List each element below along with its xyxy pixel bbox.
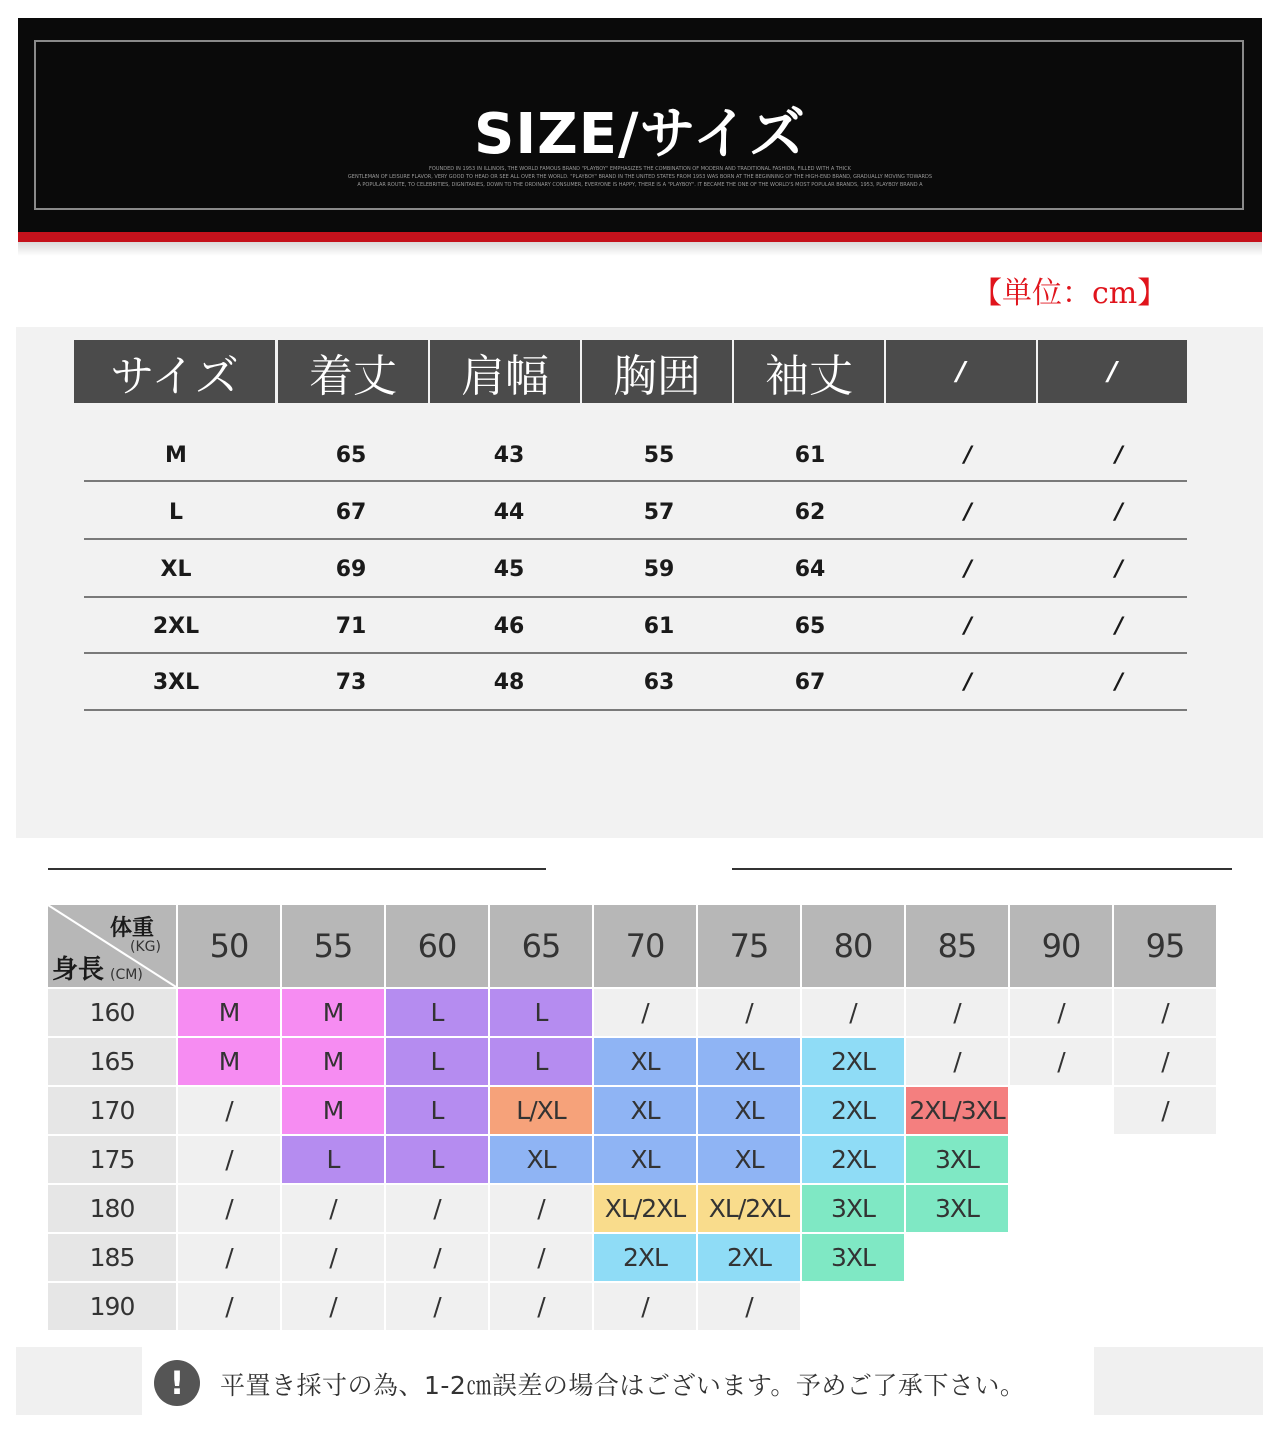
size-cell: 2XL bbox=[802, 1038, 904, 1085]
size-cell-unavailable: / bbox=[178, 1234, 280, 1281]
banner-shadow bbox=[18, 242, 1262, 256]
separator-line-left bbox=[48, 868, 546, 870]
size-cell: 3XL bbox=[906, 1136, 1008, 1183]
weight-column-header: 50 bbox=[178, 905, 280, 987]
weight-column-header: 55 bbox=[282, 905, 384, 987]
measurement-cell: 62 bbox=[794, 499, 826, 525]
unit-label: 【単位：cm】 bbox=[972, 276, 1168, 311]
weight-column-header: 70 bbox=[594, 905, 696, 987]
measurement-cell: 65 bbox=[335, 442, 367, 468]
size-cell: XL bbox=[594, 1038, 696, 1085]
height-row-header: 160 bbox=[48, 989, 176, 1036]
size-cell-unavailable: / bbox=[490, 1185, 592, 1232]
measurement-cell: 67 bbox=[794, 669, 826, 695]
measurement-cell: / bbox=[1114, 613, 1124, 639]
measurement-cell: 2XL bbox=[152, 613, 200, 639]
measurement-cell: / bbox=[1114, 556, 1124, 582]
measurement-header-cell: 胸囲 bbox=[582, 340, 732, 403]
measurement-header-cell: / bbox=[1038, 340, 1187, 403]
grid-corner bbox=[48, 905, 176, 987]
banner-fine-print: A POPULAR ROUTE, TO CELEBRITIES, DIGNITARIES, DOWN TO THE ORDINARY CONSUMER, EVERYONE IS HAPPY, THERE IS A "PLAYBOY". IT BECAME THE ONE OF THE WORLD'S MOST POPULAR BRANDS, 1953, PLAYBOY BRAND A bbox=[357, 182, 923, 188]
measurement-cell: 61 bbox=[794, 442, 826, 468]
size-cell: 3XL bbox=[802, 1185, 904, 1232]
size-cell-unavailable: / bbox=[178, 1283, 280, 1330]
size-cell-unavailable: / bbox=[386, 1234, 488, 1281]
measurement-cell: / bbox=[963, 499, 973, 525]
measurement-cell: L bbox=[168, 499, 184, 525]
size-cell-empty bbox=[906, 1234, 1008, 1281]
measurement-cell: / bbox=[963, 669, 973, 695]
measurement-cell: / bbox=[963, 613, 973, 639]
size-cell: 2XL bbox=[802, 1087, 904, 1134]
height-row-header: 175 bbox=[48, 1136, 176, 1183]
measurement-cell: / bbox=[963, 442, 973, 468]
weight-column-header: 95 bbox=[1114, 905, 1216, 987]
size-cell-empty bbox=[802, 1283, 904, 1330]
exclamation-circle-icon: ! bbox=[154, 1360, 200, 1406]
height-unit: (CM) bbox=[110, 967, 143, 983]
size-cell: XL bbox=[698, 1087, 800, 1134]
size-cell: M bbox=[282, 1038, 384, 1085]
size-cell-unavailable: / bbox=[178, 1136, 280, 1183]
size-cell: L bbox=[490, 989, 592, 1036]
size-cell: XL/2XL bbox=[594, 1185, 696, 1232]
size-cell-unavailable: / bbox=[906, 1038, 1008, 1085]
size-cell-unavailable: / bbox=[490, 1234, 592, 1281]
size-cell: L/XL bbox=[490, 1087, 592, 1134]
measurement-cell: 46 bbox=[493, 613, 525, 639]
size-cell-empty bbox=[906, 1283, 1008, 1330]
size-cell: L bbox=[282, 1136, 384, 1183]
banner-fine-print: GENTLEMAN OF LEISURE FLAVOR, VERY GOOD TO HEAD OR SEE ALL OVER THE WORLD. "PLAYBOY" BRAND IN THE UNITED STATES FROM 1953 WAS BORN AT THE BEGINNING OF THE HIGH-END BRAND, GRADUALLY MOVING TOWARDS bbox=[347, 174, 933, 180]
measurement-cell: 63 bbox=[643, 669, 675, 695]
weight-unit: (KG) bbox=[130, 939, 161, 955]
measurement-cell: 45 bbox=[493, 556, 525, 582]
measurement-header-cell: サイズ bbox=[74, 340, 275, 403]
separator-line-right bbox=[732, 868, 1232, 870]
size-cell-unavailable: / bbox=[594, 989, 696, 1036]
measurement-cell: 48 bbox=[493, 669, 525, 695]
size-cell-empty bbox=[1010, 1283, 1112, 1330]
measurement-cell: 3XL bbox=[152, 669, 200, 695]
size-cell-unavailable: / bbox=[1010, 1038, 1112, 1085]
height-row-header: 180 bbox=[48, 1185, 176, 1232]
size-cell-unavailable: / bbox=[698, 989, 800, 1036]
size-cell: L bbox=[386, 989, 488, 1036]
height-row-header: 185 bbox=[48, 1234, 176, 1281]
measurement-cell: 55 bbox=[643, 442, 675, 468]
size-cell: XL/2XL bbox=[698, 1185, 800, 1232]
size-cell-empty bbox=[1010, 1234, 1112, 1281]
measurement-cell: M bbox=[165, 442, 187, 468]
measurement-cell: 57 bbox=[643, 499, 675, 525]
size-cell: XL bbox=[698, 1038, 800, 1085]
height-row-header: 190 bbox=[48, 1283, 176, 1330]
measurement-cell: 69 bbox=[335, 556, 367, 582]
size-cell-unavailable: / bbox=[1114, 1038, 1216, 1085]
measurement-cell: 59 bbox=[643, 556, 675, 582]
measurement-header-cell: 袖丈 bbox=[734, 340, 884, 403]
size-cell-empty bbox=[1114, 1185, 1216, 1232]
size-cell: L bbox=[386, 1087, 488, 1134]
measurement-header-cell: / bbox=[886, 340, 1036, 403]
measurement-header-cell: 肩幅 bbox=[430, 340, 580, 403]
weight-column-header: 60 bbox=[386, 905, 488, 987]
size-cell-unavailable: / bbox=[178, 1087, 280, 1134]
weight-column-header: 65 bbox=[490, 905, 592, 987]
size-cell-empty bbox=[1114, 1283, 1216, 1330]
size-cell: 3XL bbox=[906, 1185, 1008, 1232]
measurement-cell: / bbox=[1114, 669, 1124, 695]
size-cell: L bbox=[490, 1038, 592, 1085]
measurement-row-divider bbox=[84, 652, 1187, 654]
size-cell: 2XL bbox=[594, 1234, 696, 1281]
size-cell: 2XL bbox=[802, 1136, 904, 1183]
measurement-cell: / bbox=[1114, 499, 1124, 525]
weight-label: 体重 bbox=[110, 916, 155, 941]
size-cell: L bbox=[386, 1136, 488, 1183]
size-cell-unavailable: / bbox=[802, 989, 904, 1036]
banner-title: SIZE/サイズ bbox=[473, 102, 806, 167]
size-cell: M bbox=[178, 989, 280, 1036]
measurement-cell: 64 bbox=[794, 556, 826, 582]
size-cell: 2XL bbox=[698, 1234, 800, 1281]
size-cell-unavailable: / bbox=[594, 1283, 696, 1330]
weight-column-header: 85 bbox=[906, 905, 1008, 987]
weight-column-header: 80 bbox=[802, 905, 904, 987]
size-cell: 2XL/3XL bbox=[906, 1087, 1008, 1134]
weight-column-header: 75 bbox=[698, 905, 800, 987]
size-cell-unavailable: / bbox=[906, 989, 1008, 1036]
measurement-header-cell: 着丈 bbox=[278, 340, 428, 403]
measurement-cell: / bbox=[1114, 442, 1124, 468]
measurement-cell: 73 bbox=[335, 669, 367, 695]
measurement-cell: 61 bbox=[643, 613, 675, 639]
size-cell-unavailable: / bbox=[1114, 989, 1216, 1036]
height-row-header: 165 bbox=[48, 1038, 176, 1085]
size-cell-unavailable: / bbox=[490, 1283, 592, 1330]
weight-column-header: 90 bbox=[1010, 905, 1112, 987]
size-guide-grid bbox=[48, 905, 1216, 1330]
size-cell: M bbox=[282, 1087, 384, 1134]
size-cell-empty bbox=[1114, 1234, 1216, 1281]
size-cell-unavailable: / bbox=[282, 1234, 384, 1281]
measurement-cell: 65 bbox=[794, 613, 826, 639]
size-cell: M bbox=[178, 1038, 280, 1085]
measurement-cell: 67 bbox=[335, 499, 367, 525]
size-cell: XL bbox=[490, 1136, 592, 1183]
size-cell: XL bbox=[594, 1136, 696, 1183]
size-cell-unavailable: / bbox=[282, 1185, 384, 1232]
size-cell-empty bbox=[1010, 1185, 1112, 1232]
size-cell-empty bbox=[1114, 1136, 1216, 1183]
size-cell-unavailable: / bbox=[1114, 1087, 1216, 1134]
measurement-cell: XL bbox=[160, 556, 192, 582]
measurement-row-divider bbox=[84, 538, 1187, 540]
banner-accent-stripe bbox=[18, 232, 1262, 242]
measurement-cell: / bbox=[963, 556, 973, 582]
size-cell: XL bbox=[594, 1087, 696, 1134]
measurement-cell: 44 bbox=[493, 499, 525, 525]
measurement-cell: 71 bbox=[335, 613, 367, 639]
measurement-row-divider bbox=[84, 596, 1187, 598]
size-cell: M bbox=[282, 989, 384, 1036]
size-cell-unavailable: / bbox=[386, 1185, 488, 1232]
size-cell-unavailable: / bbox=[282, 1283, 384, 1330]
measurement-row-divider bbox=[84, 709, 1187, 711]
size-cell: 3XL bbox=[802, 1234, 904, 1281]
size-cell: L bbox=[386, 1038, 488, 1085]
size-cell-unavailable: / bbox=[698, 1283, 800, 1330]
measurement-cell: 43 bbox=[493, 442, 525, 468]
size-cell-unavailable: / bbox=[386, 1283, 488, 1330]
header-banner bbox=[18, 18, 1262, 242]
height-row-header: 170 bbox=[48, 1087, 176, 1134]
size-cell-unavailable: / bbox=[178, 1185, 280, 1232]
size-cell-empty bbox=[1010, 1136, 1112, 1183]
size-cell-unavailable: / bbox=[1010, 989, 1112, 1036]
size-cell-empty bbox=[1010, 1087, 1112, 1134]
notice-text: 平置き採寸の為、1-2㎝誤差の場合はございます。予めご了承下さい。 bbox=[220, 1371, 1026, 1400]
banner-fine-print: FOUNDED IN 1953 IN ILLINOIS, THE WORLD FAMOUS BRAND "PLAYBOY" EMPHASIZES THE COMBINATION OF MODERN AND TRADITIONAL FASHION, FILLED WITH A THICK bbox=[429, 166, 851, 172]
size-cell: XL bbox=[698, 1136, 800, 1183]
height-label: 身長 bbox=[52, 955, 105, 985]
measurement-row-divider bbox=[84, 480, 1187, 482]
